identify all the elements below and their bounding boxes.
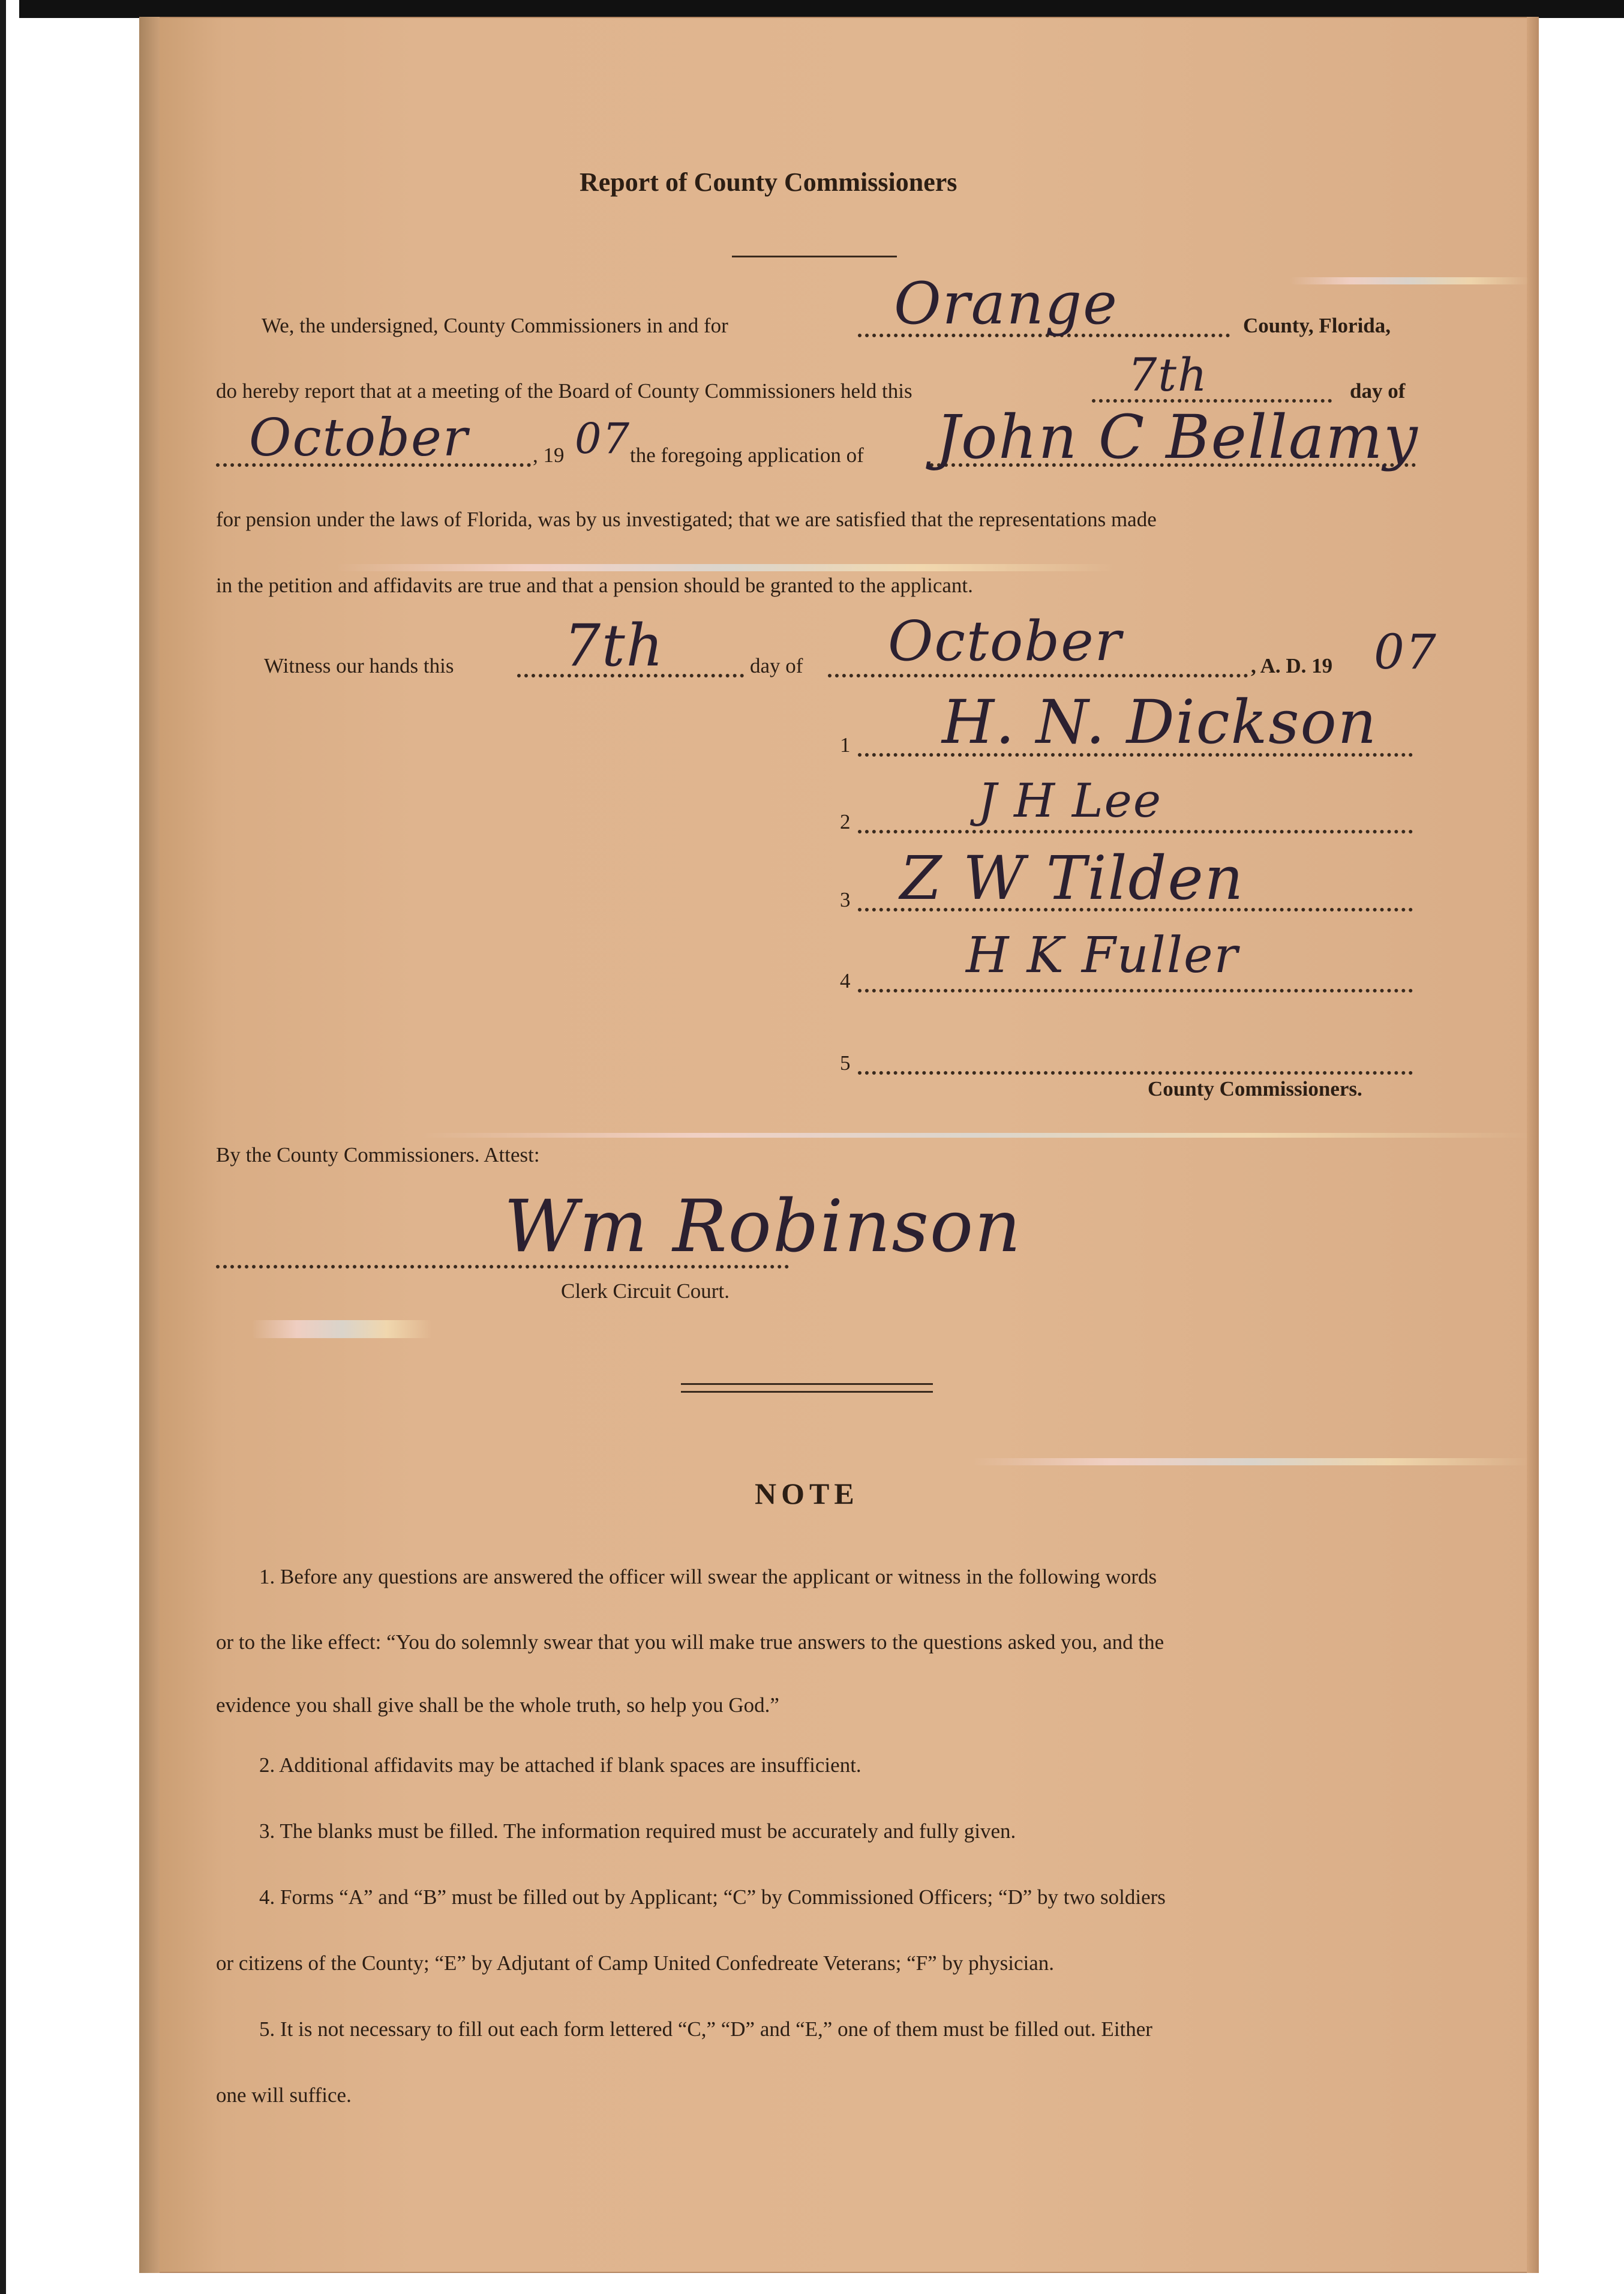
meeting-month-handwritten: October — [249, 408, 469, 468]
commissioner-3-number: 3 — [840, 888, 851, 911]
meeting-day-handwritten: 7th — [1128, 348, 1208, 401]
report-line1-pre: We, the undersigned, County Commissioners in and for — [262, 314, 728, 337]
clerk-signature: Wm Robinson — [504, 1185, 1022, 1269]
commissioner-1-signature: H. N. Dickson — [942, 687, 1378, 757]
report-line5: in the petition and affidavits are true and that a pension should be granted to the applicant. — [216, 574, 973, 597]
commissioner-5-line — [858, 1071, 1413, 1075]
commissioners-label: County Commissioners. — [1148, 1077, 1362, 1100]
witness-mid: day of — [750, 654, 803, 677]
report-line4: for pension under the laws of Florida, was by us investigated; that we are satisfied that the representations made — [216, 508, 1157, 531]
clerk-title: Clerk Circuit Court. — [561, 1279, 730, 1303]
commissioner-3-signature: Z W Tilden — [900, 843, 1245, 913]
scan-left-border — [0, 0, 19, 2294]
page-title: Report of County Commissioners — [580, 167, 957, 197]
report-line2-post: day of — [1350, 379, 1406, 403]
scan-top-border — [0, 0, 1624, 18]
note-line-3: evidence you shall give shall be the whole truth, so help you God.” — [216, 1693, 779, 1717]
sheet-right-edge — [1527, 17, 1539, 2273]
witness-year-handwritten: 07 — [1374, 624, 1437, 680]
note-line-8: 5. It is not necessary to fill out each form lettered “C,” “D” and “E,” one of them must be filled out. Either — [259, 2017, 1152, 2041]
note-line-4: 2. Additional affidavits may be attached if blank spaces are insufficient. — [259, 1753, 861, 1777]
title-divider — [732, 256, 897, 257]
sleeve-glare — [1290, 277, 1530, 284]
commissioner-2-line — [858, 830, 1413, 833]
note-divider-top — [681, 1383, 933, 1385]
year-prefix: , 19 — [533, 443, 565, 467]
sleeve-glare — [252, 1320, 432, 1338]
commissioner-4-line — [858, 989, 1413, 992]
commissioner-5-number: 5 — [840, 1051, 851, 1075]
sheet-binding-edge — [139, 17, 160, 2273]
commissioner-1-number: 1 — [840, 733, 851, 757]
sleeve-glare — [336, 564, 1116, 571]
report-line2-pre: do hereby report that at a meeting of the Board of County Commissioners held this — [216, 379, 912, 403]
note-line-7: or citizens of the County; “E” by Adjutant of Camp United Confedreate Veterans; “F” by physician. — [216, 1951, 1055, 1975]
county-handwritten: Orange — [894, 270, 1118, 337]
report-line1-post: County, Florida, — [1243, 314, 1391, 337]
note-divider-bottom — [681, 1391, 933, 1393]
witness-pre: Witness our hands this — [264, 654, 454, 677]
witness-ad: , A. D. 19 — [1251, 654, 1333, 677]
meeting-year-handwritten: 07 — [575, 414, 631, 463]
report-line3-mid: the foregoing application of — [630, 443, 864, 467]
witness-month-blank — [828, 674, 1248, 677]
applicant-handwritten: John C Bellamy — [936, 402, 1419, 472]
commissioner-2-signature: J H Lee — [978, 774, 1162, 828]
note-line-1: 1. Before any questions are answered the officer will swear the applicant or witness in the following words — [259, 1565, 1157, 1588]
note-line-9: one will suffice. — [216, 2083, 352, 2107]
note-line-5: 3. The blanks must be filled. The information required must be accurately and fully given. — [259, 1819, 1016, 1843]
note-line-2: or to the like effect: “You do solemnly swear that you will make true answers to the questions asked you, and the — [216, 1630, 1164, 1654]
commissioner-4-signature: H K Fuller — [966, 927, 1239, 984]
commissioner-2-number: 2 — [840, 810, 851, 833]
witness-month-handwritten: October — [888, 609, 1122, 673]
note-heading: NOTE — [755, 1477, 859, 1510]
note-line-6: 4. Forms “A” and “B” must be filled out by Applicant; “C” by Commissioned Officers; “D” by two soldiers — [259, 1885, 1166, 1909]
sleeve-glare — [972, 1458, 1530, 1465]
commissioner-4-number: 4 — [840, 969, 851, 992]
witness-day-handwritten: 7th — [564, 612, 665, 679]
attest-label: By the County Commissioners. Attest: — [216, 1143, 540, 1167]
sleeve-glare — [420, 1133, 1530, 1138]
